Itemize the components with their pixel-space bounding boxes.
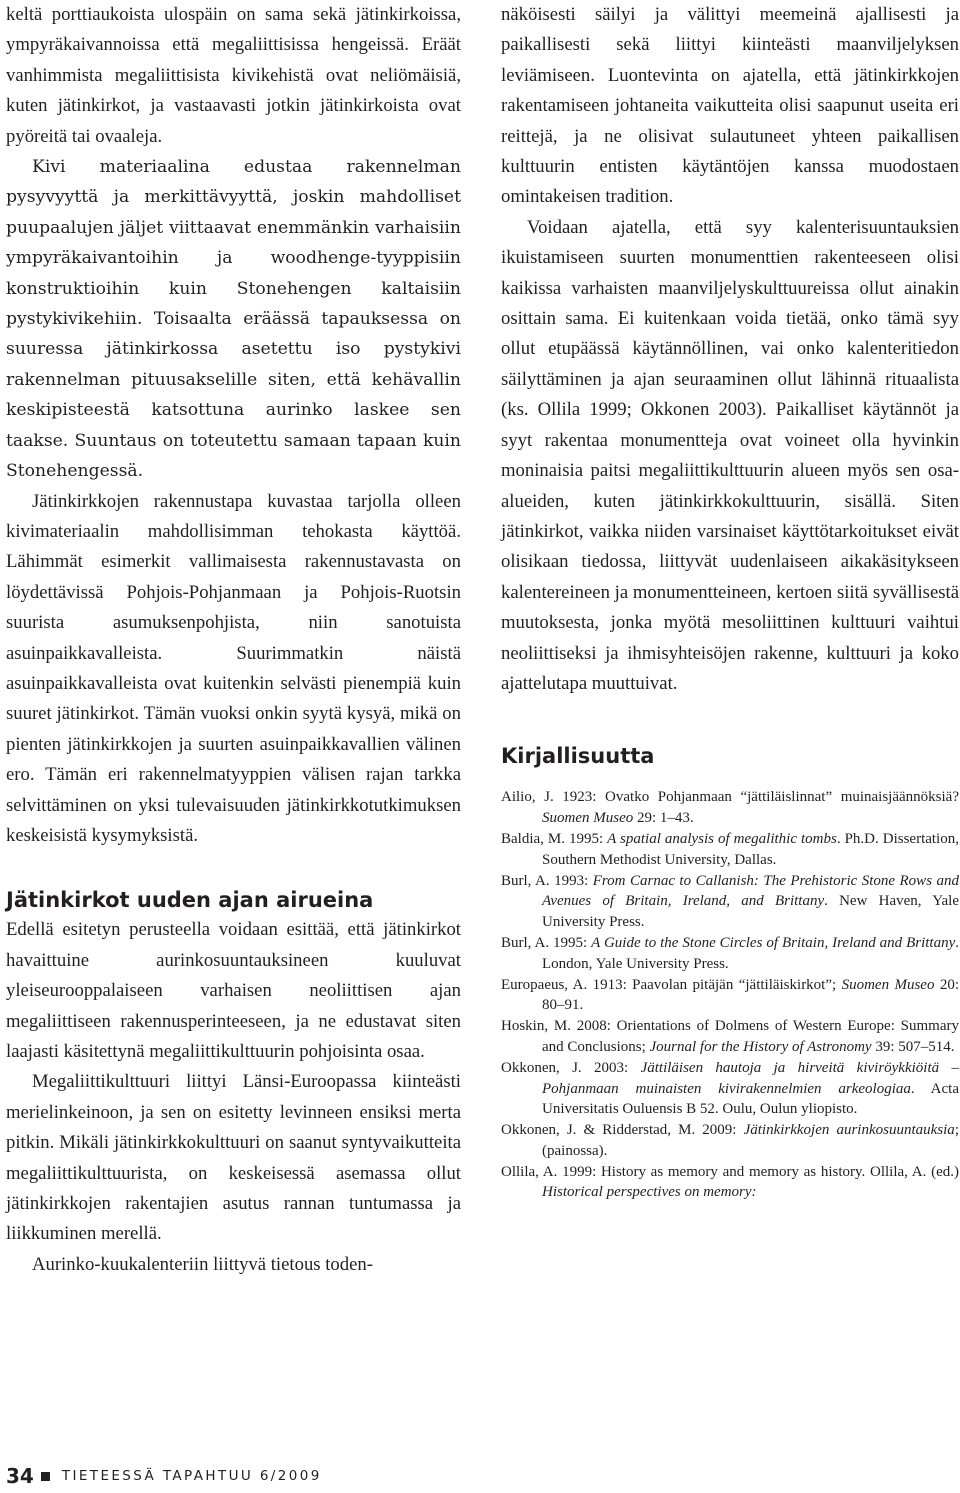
left-paragraph-1: keltä porttiaukoista ulospäin on sama sekä jätinkirkoissa, ympyräkaivannoissa että megaliittisissa hengeissä. Eräät vanhimmista megaliittisista kivikehistä ovat neliömäisiä, kuten jätinkirkot, ja vastaavasti jotkin jätinkirkoista ovat pyöreitä tai ovaaleja. xyxy=(6,4,461,147)
page-footer xyxy=(6,1465,322,1487)
reference-item: Burl, A. 1995: A Guide to the Stone Circles of Britain, Ireland and Brittany. London, Yale University Press. xyxy=(501,934,960,972)
square-bullet-icon xyxy=(41,1472,50,1481)
left-paragraph-3: Jätinkirkkojen rakennustapa kuvastaa tarjolla olleen kivimateriaalin mahdollisimman tehokasta käyttöä. Lähimmät esimerkit vallimaisesta rakennustavasta on löydettävissä Pohjois-Pohjanmaan ja Pohjois-Ruotsin suurista asumuksenpohjista, niin sanotuista asuinpaikkavalleista. Suurimmatkin näistä asuinpaikkavalleista ovat kuitenkin selvästi pienempiä kuin suuret jätinkirkot. Tämän vuoksi onkin syytä kysyä, mikä on pienten jätinkirkkojen ja suurten asuinpaikkavallien välinen ero. Tämän eri rakennelmatyyppien välisen rajan tarkka selvittäminen on yksi tulevaisuuden jätinkirkkotutkimuksen keskeisistä kysymyksistä. xyxy=(6,490,461,846)
publication-title: TIETEESSÄ TAPAHTUU 6/2009 xyxy=(61,1468,322,1484)
page-number: 34 xyxy=(6,1464,34,1488)
section-heading: Jätinkirkot uuden ajan airueina xyxy=(6,888,374,913)
left-paragraph-5: Megaliittikulttuuri liittyi Länsi-Euroopassa kiinteästi merielinkeinoon, ja sen on esitetty levinneen ensiksi merta pitkin. Mikäli jätinkirkkokulttuuri on saanut syntyvaikutteita megaliittikulttuurista, on keskeisessä asemassa ollut jätinkirkkojen rakentajien asutus rannan tuntumassa ja liikkuminen merellä. xyxy=(6,1071,461,1245)
reference-item: Okkonen, J. & Ridderstad, M. 2009: Jätinkirkkojen aurinkosuuntauksia; (painossa). xyxy=(501,1122,959,1159)
reference-item: Hoskin, M. 2008: Orientations of Dolmens of Western Europe: Summary and Conclusions; Journal for the History of Astronomy 39: 507–514. xyxy=(501,1018,959,1055)
reference-item: Europaeus, A. 1913: Paavolan pitäjän “jättiläiskirkot”; Suomen Museo 20: 80–91. xyxy=(501,976,960,1014)
left-paragraph-4: Edellä esitetyn perusteella voidaan esittää, että jätinkirkot havaittuine aurinkosuuntauksineen kuuluvat yleiseurooppalaiseen varhaisen neoliittisen ajan megaliittiseen rakennusperinteeseen, ja ne edustavat siten laajasti käsitettynä megaliittikulttuurin pohjoisinta osaa. xyxy=(6,919,461,1062)
reference-item: Ailio, J. 1923: Ovatko Pohjanmaan “jättiläislinnat” muinaisjäännöksiä? Suomen Museo 29: 1–43. xyxy=(501,789,959,827)
reference-list xyxy=(501,787,959,1203)
left-paragraph-6: Aurinko-kuukalenteriin liittyvä tietous toden- xyxy=(32,1253,373,1275)
reference-item: Okkonen, J. 2003: Jättiläisen hautoja ja hirveitä kiviröykkiöitä – Pohjanmaan muinaisten kivirakennelmien arkeologiaa. Acta Universitatis Ouluensis B 52. Oulu, Oulun yliopisto. xyxy=(501,1059,959,1118)
right-column xyxy=(501,0,959,1203)
reference-item: Burl, A. 1993: From Carnac to Callanish: The Prehistoric Stone Rows and Avenues of Britain, Ireland, and Brittany. New Haven, Yale University Press. xyxy=(501,872,960,931)
left-column xyxy=(6,0,461,1280)
reference-item: Ollila, A. 1999: History as memory and memory as history. Ollila, A. (ed.) Historical perspectives on memory: xyxy=(501,1163,959,1201)
reference-item: Baldia, M. 1995: A spatial analysis of megalithic tombs. Ph.D. Dissertation, Southern Methodist University, Dallas. xyxy=(501,830,959,868)
references-heading: Kirjallisuutta xyxy=(501,744,655,769)
left-paragraph-2: Kivi materiaalina edustaa rakennelman pysyvyyttä ja merkittävyyttä, joskin mahdolliset puupaalujen jäljet viittaavat enemmänkin varhaisiin ympyräkaivantoihin ja woodhenge-tyyppisiin konstruktioihin kuin Stonehengen kaltaisiin pystykivikehiin. Toisaalta eräässä tapauksessa on suuressa jätinkirkossa asetettu iso pystykivi rakennelman pituusakselille siten, että kehävallin keskipisteestä katsottuna aurinko laskee sen taakse. Suuntaus on toteutettu samaan tapaan kuin Stonehengessä. xyxy=(6,157,461,482)
right-paragraph-1: näköisesti säilyi ja välittyi meemeinä ajallisesti ja paikallisesti sekä liittyi kiinteästi maanviljelyksen leviämiseen. Luontevinta on ajatella, että jätinkirkkojen rakentamiseen johtaneita vaikutteita olisi saapunut useita eri reittejä, ja ne olisivat sulautuneet yhteen paikallisen kulttuurin entisten käytäntöjen kanssa muodostaen omintakeisen tradition. xyxy=(501,4,959,208)
right-paragraph-2: Voidaan ajatella, että syy kalenterisuuntauksien ikuistamiseen suurten monumenttien rakenteeseen olisi kaikissa varhaisten maanviljelyskulttuureissa ollut ainakin osittain sama. Ei kuitenkaan voida tietää, onko tämä syy ollut etupäässä käytännöllinen, vai onko kalenteritiedon säilyttäminen ja ajan seuraaminen ollut lähinnä rituaalista (ks. Ollila 1999; Okkonen 2003). Paikalliset käytännöt ja syyt rakentaa monumentteja ovat voineet olla hyvinkin moninaisia paitsi megaliittikulttuurin alueen myös sen osa-alueiden, kuten jätinkirkkokulttuurin, sisällä. Siten jätinkirkot, vaikka niiden varsinaiset käyttötarkoitukset eivät olisikaan tiedossa, liittyvät uudenlaiseen aikakäsitykseen kalentereineen ja monumentteineen, kertoen siitä syvällisestä muutoksesta, jonka myötä mesoliittinen kulttuuri vaihtui neoliittiseksi ja ihmisyhteisöjen rakenne, kulttuuri ja koko ajattelutapa muuttuivat. xyxy=(501,216,959,694)
